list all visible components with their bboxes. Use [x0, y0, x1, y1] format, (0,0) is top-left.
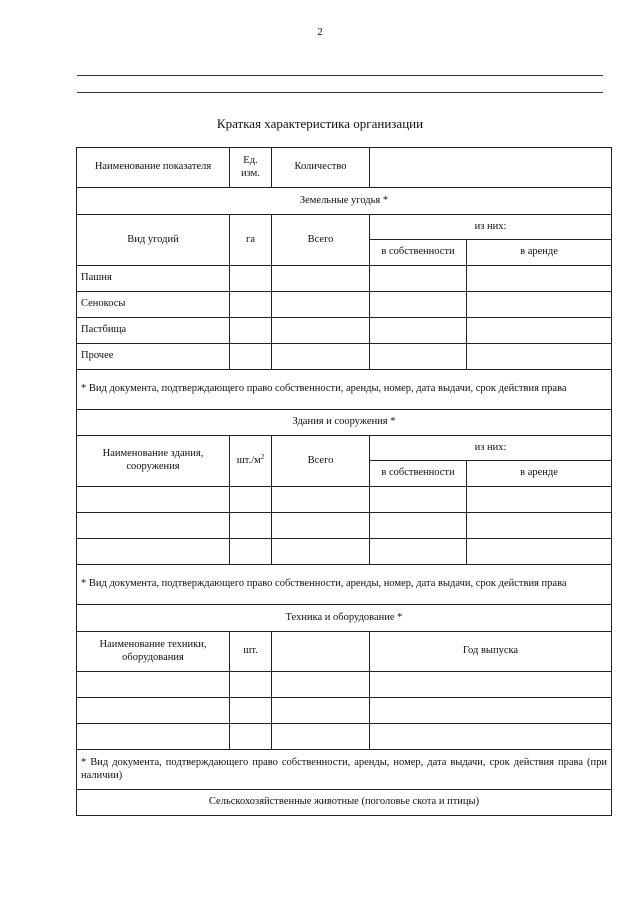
equipment-row [77, 698, 612, 724]
land-row-label: Прочее [77, 344, 230, 370]
land-header-row-1 [77, 215, 612, 240]
land-row [77, 318, 612, 344]
buildings-col-total: Всего [272, 436, 370, 487]
equipment-row [77, 724, 612, 750]
livestock-section-title: Сельскохозяйственные животные (поголовье скота и птицы) [77, 790, 612, 816]
land-note-row [77, 370, 612, 410]
buildings-section-row [77, 410, 612, 436]
land-cell[interactable] [467, 292, 612, 318]
land-row [77, 266, 612, 292]
buildings-cell[interactable] [77, 513, 230, 539]
equipment-section-row [77, 605, 612, 632]
land-row-label: Сенокосы [77, 292, 230, 318]
buildings-col-owned: в собственности [370, 461, 467, 487]
buildings-note-row [77, 565, 612, 605]
equipment-header-empty [272, 632, 370, 672]
buildings-cell[interactable] [272, 513, 370, 539]
buildings-cell[interactable] [272, 487, 370, 513]
buildings-row [77, 539, 612, 565]
buildings-col-leased: в аренде [467, 461, 612, 487]
land-note: * Вид документа, подтверждающего право собственности, аренды, номер, дата выдачи, срок действия права [77, 370, 612, 410]
land-row-label: Пастбища [77, 318, 230, 344]
equipment-cell[interactable] [230, 672, 272, 698]
organization-form-table [76, 147, 612, 816]
header-unit: Ед. изм. [230, 148, 272, 188]
equipment-header-row [77, 632, 612, 672]
land-col-owned: в собственности [370, 240, 467, 266]
buildings-cell[interactable] [467, 487, 612, 513]
land-cell[interactable] [370, 266, 467, 292]
buildings-cell[interactable] [370, 513, 467, 539]
buildings-row [77, 487, 612, 513]
buildings-cell[interactable] [467, 539, 612, 565]
buildings-cell[interactable] [230, 539, 272, 565]
equipment-col-year: Год выпуска [370, 632, 612, 672]
buildings-cell[interactable] [272, 539, 370, 565]
equipment-note: * Вид документа, подтверждающего право собственности, аренды, номер, дата выдачи, срок действия права (при наличии) [77, 750, 612, 790]
equipment-cell[interactable] [77, 724, 230, 750]
buildings-cell[interactable] [467, 513, 612, 539]
land-cell[interactable] [272, 266, 370, 292]
land-cell[interactable] [467, 344, 612, 370]
land-cell[interactable] [230, 318, 272, 344]
land-cell[interactable] [230, 292, 272, 318]
land-cell[interactable] [467, 266, 612, 292]
blank-line-1 [77, 75, 603, 76]
buildings-cell[interactable] [230, 513, 272, 539]
equipment-cell[interactable] [272, 724, 370, 750]
buildings-col-name: Наименование здания, сооружения [77, 436, 230, 487]
land-cell[interactable] [467, 318, 612, 344]
buildings-col-unit-text: шт./м [236, 454, 261, 466]
equipment-cell[interactable] [272, 672, 370, 698]
header-quantity: Количество [272, 148, 370, 188]
buildings-col-unit-sup: 2 [260, 452, 265, 461]
buildings-row [77, 513, 612, 539]
buildings-header-row-1 [77, 436, 612, 461]
land-cell[interactable] [370, 292, 467, 318]
equipment-row [77, 672, 612, 698]
equipment-col-name: Наименование техники, оборудования [77, 632, 230, 672]
buildings-col-of-them: из них: [370, 436, 612, 461]
land-cell[interactable] [272, 344, 370, 370]
buildings-cell[interactable] [77, 487, 230, 513]
buildings-cell[interactable] [230, 487, 272, 513]
equipment-cell[interactable] [370, 698, 612, 724]
equipment-cell[interactable] [77, 698, 230, 724]
land-cell[interactable] [272, 292, 370, 318]
buildings-note: * Вид документа, подтверждающего право собственности, аренды, номер, дата выдачи, срок действия права [77, 565, 612, 605]
equipment-cell[interactable] [370, 724, 612, 750]
land-col-total: Всего [272, 215, 370, 266]
land-cell[interactable] [230, 266, 272, 292]
land-col-type: Вид угодий [77, 215, 230, 266]
livestock-section-row [77, 790, 612, 816]
land-cell[interactable] [370, 318, 467, 344]
equipment-cell[interactable] [272, 698, 370, 724]
buildings-cell[interactable] [370, 539, 467, 565]
equipment-col-unit: шт. [230, 632, 272, 672]
land-row [77, 292, 612, 318]
land-section-title: Земельные угодья * [77, 188, 612, 215]
header-row [77, 148, 612, 188]
equipment-note-row [77, 750, 612, 790]
land-col-unit: га [230, 215, 272, 266]
buildings-section-title: Здания и сооружения * [77, 410, 612, 436]
page-number: 2 [317, 26, 323, 38]
blank-line-2 [77, 92, 603, 93]
equipment-cell[interactable] [77, 672, 230, 698]
land-row-label: Пашня [77, 266, 230, 292]
header-empty-cell[interactable] [370, 148, 612, 188]
buildings-cell[interactable] [370, 487, 467, 513]
buildings-col-unit [230, 436, 272, 487]
equipment-section-title: Техника и оборудование * [77, 605, 612, 632]
land-section-row [77, 188, 612, 215]
land-cell[interactable] [230, 344, 272, 370]
equipment-cell[interactable] [230, 698, 272, 724]
page-title: Краткая характеристика организации [216, 116, 424, 131]
land-cell[interactable] [272, 318, 370, 344]
land-row [77, 344, 612, 370]
header-indicator-name: Наименование показателя [77, 148, 230, 188]
buildings-cell[interactable] [77, 539, 230, 565]
land-col-of-them: из них: [370, 215, 612, 240]
equipment-cell[interactable] [370, 672, 612, 698]
equipment-cell[interactable] [230, 724, 272, 750]
land-col-leased: в аренде [467, 240, 612, 266]
land-cell[interactable] [370, 344, 467, 370]
